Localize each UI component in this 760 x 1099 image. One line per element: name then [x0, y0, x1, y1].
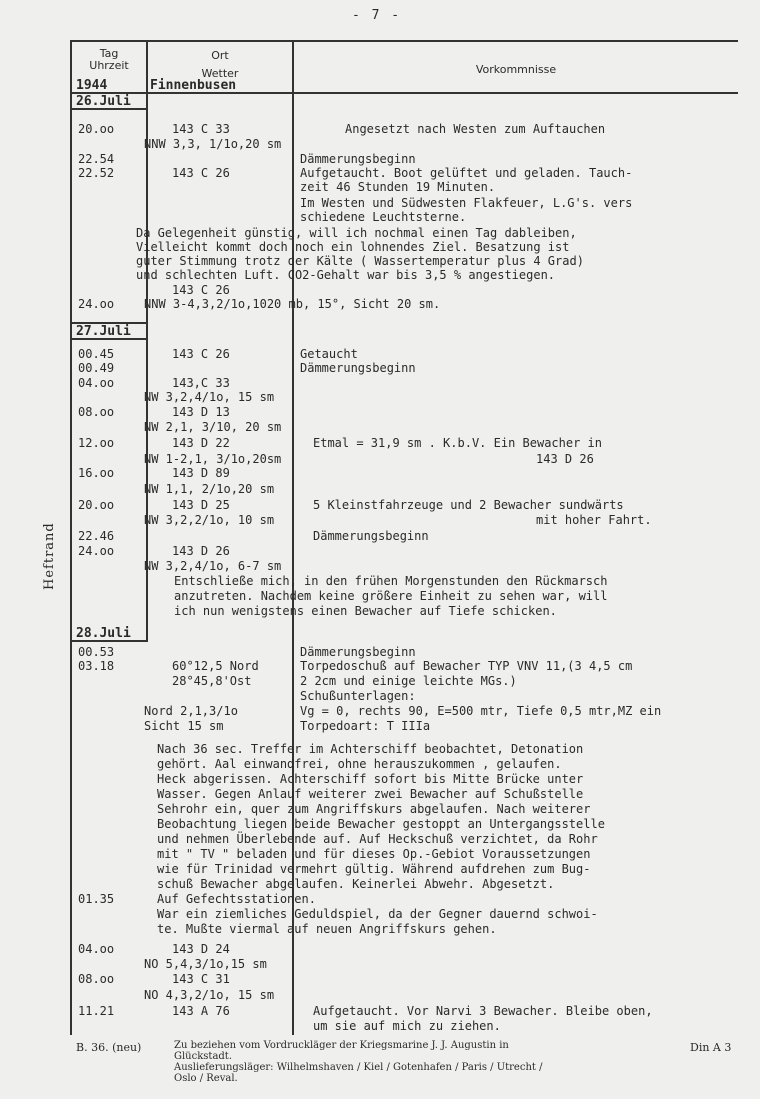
- entry-time: 11.21: [78, 1004, 115, 1018]
- entry-text: anzutreten. Nachdem keine größere Einheit zu sehen war, will: [174, 589, 608, 603]
- entry-text: Vg = 0, rechts 90, E=500 mtr, Tiefe 0,5 mtr,MZ ein: [300, 704, 662, 718]
- entry-text: Angesetzt nach Westen zum Auftauchen: [345, 122, 606, 136]
- header-year: 1944: [76, 78, 108, 93]
- footer-form: B. 36. (neu): [76, 1041, 142, 1054]
- entry-text: Torpedoschuß auf Bewacher TYP VNV 11,(3 4,5 cm: [300, 659, 633, 673]
- footer-text: [174, 1040, 554, 1084]
- entry-place: Sicht 15 sm: [144, 719, 224, 733]
- entry-text: schiedene Leuchtsterne.: [300, 210, 467, 224]
- entry-text: 5 Kleinstfahrzeuge und 2 Bewacher sundwärts: [313, 498, 624, 512]
- header-col1-line1: Tag: [99, 47, 119, 60]
- entry-text: 2 2cm und einige leichte MGs.): [300, 674, 517, 688]
- entry-place: 143 C 31: [172, 972, 230, 986]
- entry-text: Wasser. Gegen Anlauf weiterer zwei Bewacher auf Schußstelle: [157, 787, 584, 801]
- entry-text: Entschließe mich, in den frühen Morgenstunden den Rückmarsch: [174, 574, 608, 588]
- entry-text: 143 D 26: [536, 452, 594, 466]
- entry-time: 04.oo: [78, 376, 115, 390]
- entry-text: und schlechten Luft. CO2-Gehalt war bis 3,5 % angestiegen.: [136, 268, 556, 282]
- entry-place: 143 C 33: [172, 122, 230, 136]
- entry-text: Dämmerungsbeginn: [313, 529, 429, 543]
- entry-text: um sie auf mich zu ziehen.: [313, 1019, 501, 1033]
- entry-place: NW 1,1, 2/1o,20 sm: [144, 482, 275, 496]
- date-2: 27.Juli: [76, 324, 131, 339]
- entry-text: und nehmen Überlebende auf. Auf Heckschuß verzichtet, da Rohr: [157, 832, 598, 846]
- entry-place: 143 D 26: [172, 544, 230, 558]
- entry-text: Aufgetaucht. Vor Narvi 3 Bewacher. Bleibe oben,: [313, 1004, 653, 1018]
- entry-text: Sehrohr ein, quer zum Angriffskurs abgelaufen. Nach weiterer: [157, 802, 591, 816]
- date-1: 26.Juli: [76, 94, 131, 109]
- entry-time: 22.52: [78, 166, 115, 180]
- footer-line2: Auslieferungsläger: Wilhelmshaven / Kiel / Gotenhafen / Paris / Utrecht / Oslo / Reval.: [174, 1062, 543, 1084]
- entry-time: 12.oo: [78, 436, 115, 450]
- entry-text: Etmal = 31,9 sm . K.b.V. Ein Bewacher in: [313, 436, 602, 450]
- entry-text: Heck abgerissen. Achterschiff sofort bis Mitte Brücke unter: [157, 772, 584, 786]
- entry-text: Dämmerungsbeginn: [300, 645, 416, 659]
- entry-text: Dämmerungsbeginn: [300, 152, 416, 166]
- entry-text: ich nun wenigstens einen Bewacher auf Tiefe schicken.: [174, 604, 557, 618]
- header-col2-line1: Ort: [211, 49, 229, 62]
- entry-place: 143 D 13: [172, 405, 230, 419]
- entry-place: NW 3,2,4/1o, 15 sm: [144, 390, 275, 404]
- entry-place: NO 4,3,2/1o, 15 sm: [144, 988, 275, 1002]
- column-divider-1: [146, 40, 148, 640]
- entry-text: schuß Bewacher abgelaufen. Keinerlei Abwehr. Abgesetzt.: [157, 877, 555, 891]
- entry-place: 143 C 26: [172, 166, 230, 180]
- entry-text: zeit 46 Stunden 19 Minuten.: [300, 180, 496, 194]
- entry-text: Da Gelegenheit günstig, will ich nochmal einen Tag dableiben,: [136, 226, 577, 240]
- entry-time: 24.oo: [78, 544, 115, 558]
- entry-text: Aufgetaucht. Boot gelüftet und geladen. Tauch-: [300, 166, 633, 180]
- entry-time: 24.oo: [78, 297, 115, 311]
- entry-place: NW 1-2,1, 3/1o,20sm: [144, 452, 282, 466]
- entry-text: Schußunterlagen:: [300, 689, 416, 703]
- footer-code: Din A 3: [690, 1041, 732, 1054]
- entry-time: 16.oo: [78, 466, 115, 480]
- entry-place: 143 D 89: [172, 466, 230, 480]
- entry-place: NNW 3,3, 1/1o,20 sm: [144, 137, 282, 151]
- entry-place: NW 3,2,4/1o, 6-7 sm: [144, 559, 282, 573]
- entry-text: Im Westen und Südwesten Flakfeuer, L.G's. vers: [300, 196, 633, 210]
- date-3: 28.Juli: [76, 626, 131, 641]
- entry-time: 04.oo: [78, 942, 115, 956]
- entry-text: gehört. Aal einwandfrei, ohne herauszukommen , gelaufen.: [157, 757, 562, 771]
- entry-time: 20.oo: [78, 498, 115, 512]
- entry-text: wie für Trinidad vermehrt gültig. Während aufdrehen zum Bug-: [157, 862, 591, 876]
- entry-place: 28°45,8'Ost: [172, 674, 252, 688]
- entry-place: NNW 3-4,3,2/1o,1020 mb, 15°, Sicht 20 sm.: [144, 297, 441, 311]
- left-border: [70, 40, 72, 1035]
- entry-text: mit " TV " beladen und für dieses Op.-Gebiot Voraussetzungen: [157, 847, 591, 861]
- footer-line1: Zu beziehen vom Vordruckläger der Kriegsmarine J. J. Augustin in Glückstadt.: [174, 1040, 509, 1062]
- entry-text: Torpedoart: T IIIa: [300, 719, 431, 733]
- entry-place: NW 2,1, 3/10, 20 sm: [144, 420, 282, 434]
- entry-time: 03.18: [78, 659, 115, 673]
- entry-text: te. Mußte viermal auf neuen Angriffskurs gehen.: [157, 922, 497, 936]
- header-tag: [72, 48, 146, 72]
- entry-place: NO 5,4,3/1o,15 sm: [144, 957, 267, 971]
- entry-time: 08.oo: [78, 972, 115, 986]
- entry-time: 08.oo: [78, 405, 115, 419]
- entry-place: 143 A 76: [172, 1004, 230, 1018]
- entry-time: 20.oo: [78, 122, 115, 136]
- entry-text: Getaucht: [300, 347, 358, 361]
- entry-place: 60°12,5 Nord: [172, 659, 259, 673]
- page-number: - 7 -: [352, 8, 402, 23]
- entry-text: guter Stimmung trotz der Kälte ( Wassertemperatur plus 4 Grad): [136, 254, 584, 268]
- entry-text: Beobachtung liegen beide Bewacher gestoppt an Untergangsstelle: [157, 817, 605, 831]
- entry-text: Nach 36 sec. Treffer im Achterschiff beobachtet, Detonation: [157, 742, 584, 756]
- entry-time: 00.45: [78, 347, 115, 361]
- header-col2-line2: Wetter: [201, 67, 239, 80]
- entry-text: Dämmerungsbeginn: [300, 361, 416, 375]
- entry-time: 01.35: [78, 892, 115, 906]
- entry-place: 143 D 24: [172, 942, 230, 956]
- header-ort: [148, 50, 292, 80]
- entry-time: 00.53: [78, 645, 115, 659]
- entry-place: 143 D 25: [172, 498, 230, 512]
- entry-text: War ein ziemliches Geduldspiel, da der Gegner dauernd schwoi-: [157, 907, 598, 921]
- top-border: [70, 40, 738, 42]
- entry-time: 22.54: [78, 152, 115, 166]
- entry-place: 143 D 22: [172, 436, 230, 450]
- entry-place: 143,C 33: [172, 376, 230, 390]
- entry-place: Nord 2,1,3/1o: [144, 704, 238, 718]
- entry-time: 00.49: [78, 361, 115, 375]
- margin-label: Heftrand: [42, 522, 57, 590]
- header-vorkommnisse: Vorkommnisse: [475, 63, 557, 76]
- entry-text: Vielleicht kommt doch noch ein lohnendes Ziel. Besatzung ist: [136, 240, 570, 254]
- entry-time: 22.46: [78, 529, 115, 543]
- entry-place: NW 3,2,2/1o, 10 sm: [144, 513, 275, 527]
- entry-place: 143 C 26: [172, 283, 230, 297]
- header-col1-line2: Uhrzeit: [89, 59, 129, 72]
- header-area: Finnenbusen: [150, 78, 237, 93]
- entry-text: Auf Gefechtsstationen.: [157, 892, 316, 906]
- entry-place: 143 C 26: [172, 347, 230, 361]
- entry-text: mit hoher Fahrt.: [536, 513, 652, 527]
